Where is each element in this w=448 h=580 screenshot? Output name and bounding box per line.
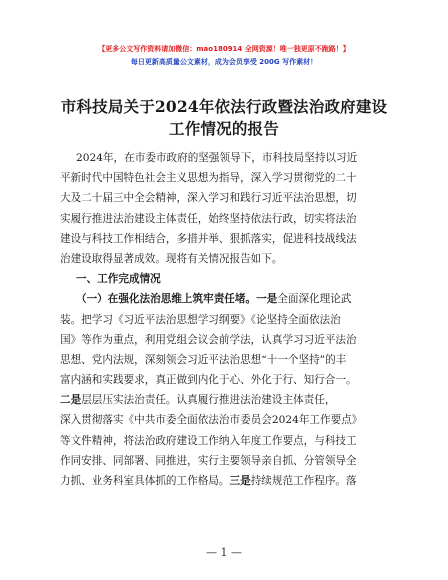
subsection-heading: （一）在强化法治思维上筑牢责任堵。	[76, 293, 257, 306]
paragraph-line: 大及二十届三中全会精神，深入学习和践行习近平法治思想，切	[60, 192, 357, 205]
paragraph-line	[60, 390, 388, 410]
promo-banner-line1: 【更多公文写作资料请加微信：mao180914 全网资源！唯一独更原不跑路！】	[98, 45, 350, 53]
paragraph-line: 平新时代中国特色社会主义思想为指导，深入学习贯彻党的二十	[60, 172, 357, 185]
document-body	[60, 148, 388, 491]
paragraph-line: 装。把学习《习近平法治思想学习纲要》《论坚持全面依法治	[60, 313, 341, 326]
document-title: 市科技局关于2024年依法行政暨法治政府建设	[60, 97, 388, 116]
paragraph-line: 国》等作为重点，利用党组会议会前学法，认真学习习近平法治	[60, 333, 357, 346]
paragraph-line: 深入贯彻落实《中共市委全面依法治市委员会2024年工作要点》	[60, 414, 363, 427]
paragraph-line: 建设与科技工作相结合，多措并举、狠抓落实，促进科技战线法	[60, 232, 357, 245]
paragraph-line: 实履行推进法治建设主体责任，始终坚持依法行政，切实将法治	[60, 212, 357, 225]
paragraph-text: 层层压实法治责任。认真履行推进法治建设主体责任，	[81, 394, 336, 407]
document-title-line2: 工作情况的报告	[169, 119, 279, 138]
point-lead: 二是	[60, 394, 82, 407]
paragraph-line: 2024年，在市委市政府的坚强领导下，市科技局坚持以习近	[76, 152, 358, 164]
point-lead: 三是	[229, 475, 251, 487]
promo-banner-line2: 每日更新高质量公文素材，成为会员享受 200G 写作素材！	[130, 58, 318, 66]
paragraph-line: 等文件精神，将法治政府建设工作纳入年度工作要点，与科技工	[60, 434, 357, 447]
point-lead: 一是	[256, 293, 278, 306]
paragraph-line: 作同安排、同部署、同推进，实行主要领导亲自抓、分管领导全	[60, 454, 357, 467]
paragraph-line: 思想、党内法规，深刻领会习近平法治思想“十一个坚持”的丰	[60, 353, 347, 366]
paragraph-text: 力抓、业务科室具体抓的工作格局。	[60, 475, 230, 487]
paragraph-line: 富内涵和实践要求，真正做到内化于心、外化于行、知行合一。	[60, 374, 357, 387]
paragraph-text: 持续规范工作程序。落	[250, 475, 357, 487]
paragraph-line	[60, 289, 388, 309]
paragraph-text: 全面深化理论武	[277, 293, 352, 306]
paragraph-line: 治建设取得显著成效。现将有关情况报告如下。	[60, 252, 283, 265]
paragraph-line	[60, 471, 388, 491]
section-heading: 一、工作完成情况	[76, 273, 161, 286]
page-number: — 1 —	[206, 546, 242, 559]
